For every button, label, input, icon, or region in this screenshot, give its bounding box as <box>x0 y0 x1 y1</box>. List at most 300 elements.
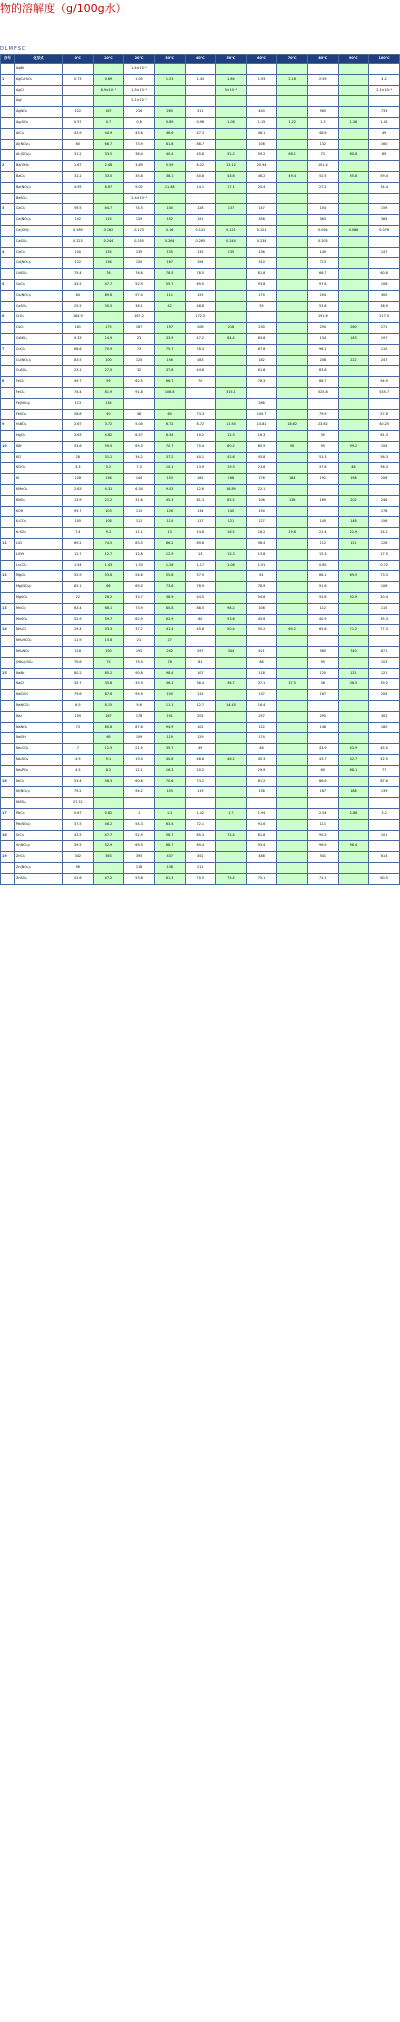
solubility-cell: 9.6 <box>124 701 155 712</box>
solubility-cell <box>369 161 400 172</box>
solubility-cell: 43.9 <box>338 744 369 755</box>
solubility-cell: 83.8 <box>246 333 277 344</box>
solubility-cell <box>277 409 308 420</box>
solubility-cell: 100 <box>93 355 124 366</box>
table-row <box>1 701 400 712</box>
formula-cell: Ca(OH)₂ <box>15 225 63 236</box>
table-row <box>1 193 400 204</box>
solubility-cell <box>369 236 400 247</box>
solubility-cell: 11.1 <box>124 528 155 539</box>
solubility-cell <box>216 64 247 75</box>
solubility-cell: 76 <box>93 269 124 280</box>
solubility-cell: 68.1 <box>338 765 369 776</box>
formula-cell: KClO₃ <box>15 463 63 474</box>
solubility-cell: 55.8 <box>308 593 339 604</box>
solubility-cell: 66 <box>93 582 124 593</box>
solubility-cell <box>338 409 369 420</box>
solubility-cell: 13.12 <box>216 161 247 172</box>
solubility-cell: 50.4 <box>369 593 400 604</box>
solubility-cell: 98.2 <box>216 603 247 614</box>
solubility-cell: 46.2 <box>246 171 277 182</box>
solubility-cell <box>277 258 308 269</box>
formula-cell: FeSO₄ <box>15 409 63 420</box>
table-row <box>1 539 400 550</box>
solubility-cell: 10.1 <box>154 463 185 474</box>
solubility-cell: 33.5 <box>93 171 124 182</box>
solubility-cell: 4.5 <box>63 765 94 776</box>
solubility-cell: 55.2 <box>246 625 277 636</box>
row-index-cell: 13 <box>1 603 15 614</box>
table-row <box>1 873 400 884</box>
formula-cell: MnCl₂ <box>15 603 63 614</box>
table-row <box>1 355 400 366</box>
row-index-cell <box>1 787 15 798</box>
solubility-cell: 87.6 <box>369 776 400 787</box>
solubility-cell <box>154 96 185 107</box>
row-index-cell <box>1 744 15 755</box>
solubility-cell: 204 <box>308 290 339 301</box>
solubility-cell: 344 <box>216 647 247 658</box>
table-row <box>1 841 400 852</box>
table-row <box>1 85 400 96</box>
solubility-cell: 16.3 <box>154 765 185 776</box>
solubility-cell: 134 <box>308 333 339 344</box>
solubility-cell <box>338 215 369 226</box>
solubility-cell: 167 <box>93 107 124 118</box>
solubility-cell: 81.9 <box>93 387 124 398</box>
solubility-cell: 105 <box>154 787 185 798</box>
solubility-cell: 23 <box>124 333 155 344</box>
row-index-cell <box>1 258 15 269</box>
solubility-cell: 295 <box>308 711 339 722</box>
solubility-cell <box>277 107 308 118</box>
solubility-cell <box>216 258 247 269</box>
solubility-cell: 160 <box>369 139 400 150</box>
solubility-cell: 174 <box>246 733 277 744</box>
solubility-cell: 154 <box>246 506 277 517</box>
solubility-cell <box>338 377 369 388</box>
solubility-cell <box>246 193 277 204</box>
table-row <box>1 441 400 452</box>
row-index-cell <box>1 755 15 766</box>
column-header: 10℃ <box>93 55 124 64</box>
solubility-cell: 204 <box>369 690 400 701</box>
solubility-cell: 364 <box>369 215 400 226</box>
solubility-cell <box>93 96 124 107</box>
solubility-cell: 163 <box>338 333 369 344</box>
solubility-cell: 7.3 <box>124 463 155 474</box>
row-index-cell <box>1 549 15 560</box>
solubility-cell: 31.2 <box>63 171 94 182</box>
solubility-cell: 740 <box>338 647 369 658</box>
formula-cell: KMnO₄ <box>15 485 63 496</box>
row-index-cell: 6 <box>1 312 15 323</box>
solubility-cell <box>246 85 277 96</box>
solubility-cell: 9.3 <box>93 528 124 539</box>
row-index-cell <box>1 528 15 539</box>
solubility-cell: 88.7 <box>185 139 216 150</box>
solubility-cell: 52.5 <box>308 171 339 182</box>
solubility-cell <box>308 798 339 809</box>
solubility-cell: 52.9 <box>93 841 124 852</box>
solubility-cell <box>277 301 308 312</box>
solubility-cell <box>338 182 369 193</box>
solubility-cell: 10.2 <box>185 431 216 442</box>
solubility-cell: 56.3 <box>369 452 400 463</box>
solubility-cell: 0.234 <box>246 236 277 247</box>
solubility-cell <box>277 539 308 550</box>
solubility-cell: 65.3 <box>124 441 155 452</box>
solubility-cell: 61.3 <box>185 495 216 506</box>
solubility-cell: 9.02 <box>124 182 155 193</box>
solubility-cell: 119 <box>185 787 216 798</box>
solubility-cell: 12.7 <box>63 549 94 560</box>
solubility-cell: 48.8 <box>185 301 216 312</box>
solubility-cell: 120 <box>308 668 339 679</box>
solubility-cell: 68.6 <box>63 344 94 355</box>
solubility-cell: 60 <box>63 139 94 150</box>
solubility-cell: 13 <box>154 528 185 539</box>
solubility-cell: 80.2 <box>216 441 247 452</box>
solubility-cell: 99.2 <box>338 441 369 452</box>
solubility-cell <box>277 711 308 722</box>
solubility-cell: 0.264 <box>154 236 185 247</box>
formula-cell: Co(NO₃)₂ <box>15 290 63 301</box>
solubility-cell: 5.04 <box>124 420 155 431</box>
solubility-cell: 45.6 <box>246 614 277 625</box>
solubility-cell <box>308 862 339 873</box>
solubility-cell: 137 <box>216 204 247 215</box>
column-header: 70℃ <box>277 55 308 64</box>
solubility-cell: 21.5 <box>124 744 155 755</box>
solubility-cell <box>338 85 369 96</box>
solubility-cell <box>185 96 216 107</box>
table-row <box>1 431 400 442</box>
solubility-cell: 115 <box>369 603 400 614</box>
solubility-cell: 6.57 <box>124 431 155 442</box>
solubility-cell: 71.2 <box>338 625 369 636</box>
formula-cell: NaClO₃ <box>15 690 63 701</box>
solubility-cell <box>308 636 339 647</box>
solubility-cell: 0.244 <box>216 236 247 247</box>
solubility-cell: 12.5 <box>93 744 124 755</box>
solubility-cell <box>369 485 400 496</box>
solubility-cell: 136 <box>93 258 124 269</box>
solubility-cell: 12.6 <box>185 485 216 496</box>
solubility-cell: 184 <box>277 474 308 485</box>
row-index-cell <box>1 387 15 398</box>
solubility-cell: 147 <box>369 247 400 258</box>
formula-cell: Ag₂SO₄ <box>15 117 63 128</box>
solubility-cell <box>63 64 94 75</box>
solubility-cell: 70.6 <box>63 657 94 668</box>
solubility-cell: 36.7 <box>216 679 247 690</box>
solubility-cell: 541 <box>308 852 339 863</box>
solubility-cell: 73.3 <box>185 409 216 420</box>
solubility-cell: 78.3 <box>185 344 216 355</box>
solubility-cell <box>308 733 339 744</box>
row-index-cell <box>1 560 15 571</box>
solubility-cell <box>277 204 308 215</box>
solubility-cell: 23.62 <box>308 420 339 431</box>
solubility-cell <box>277 517 308 528</box>
solubility-cell <box>93 312 124 323</box>
solubility-cell: 1.67 <box>63 161 94 172</box>
solubility-cell: 40.9 <box>308 614 339 625</box>
solubility-cell: 83.5 <box>124 539 155 550</box>
solubility-cell <box>246 312 277 323</box>
solubility-cell: 265 <box>154 107 185 118</box>
solubility-cell: 28.8 <box>63 409 94 420</box>
solubility-cell: 61 <box>246 571 277 582</box>
solubility-cell <box>277 701 308 712</box>
solubility-cell: 80.8 <box>93 722 124 733</box>
row-index-cell <box>1 841 15 852</box>
solubility-cell: 53.4 <box>63 776 94 787</box>
row-index-cell <box>1 517 15 528</box>
table-row <box>1 107 400 118</box>
row-index-cell <box>1 64 15 75</box>
solubility-cell: 75.7 <box>154 344 185 355</box>
solubility-cell <box>185 398 216 409</box>
solubility-cell: 358 <box>246 215 277 226</box>
solubility-cell <box>338 690 369 701</box>
solubility-cell: 125 <box>124 355 155 366</box>
solubility-cell: 28 <box>63 452 94 463</box>
row-index-cell <box>1 690 15 701</box>
solubility-cell: 125 <box>185 290 216 301</box>
solubility-cell <box>216 107 247 118</box>
solubility-cell <box>277 279 308 290</box>
solubility-cell: 81 <box>185 657 216 668</box>
solubility-cell: 6.34 <box>124 485 155 496</box>
solubility-cell: 12.3 <box>216 431 247 442</box>
table-row <box>1 625 400 636</box>
solubility-cell <box>338 279 369 290</box>
solubility-cell: 52.9 <box>124 830 155 841</box>
formula-cell: CoSO₄ <box>15 301 63 312</box>
table-row <box>1 463 400 474</box>
solubility-cell <box>277 744 308 755</box>
formula-cell: Na₂SO₄ <box>15 755 63 766</box>
solubility-cell: 13.9 <box>63 495 94 506</box>
solubility-cell: 129 <box>124 215 155 226</box>
solubility-cell <box>277 755 308 766</box>
solubility-cell <box>277 668 308 679</box>
formula-cell: FeCl₃ <box>15 387 63 398</box>
solubility-cell: 2.18 <box>277 74 308 85</box>
solubility-cell: 45.3 <box>154 495 185 506</box>
row-index-cell <box>1 722 15 733</box>
solubility-cell: 311 <box>185 107 216 118</box>
solubility-cell <box>277 657 308 668</box>
solubility-cell: 4.82 <box>93 431 124 442</box>
solubility-cell: 94.9 <box>154 722 185 733</box>
solubility-cell: 8.72 <box>185 420 216 431</box>
toolbar-label: DLMFSC <box>0 46 27 52</box>
solubility-cell: 6.72 <box>154 420 185 431</box>
solubility-cell: 58.7 <box>154 830 185 841</box>
column-header: 化学式 <box>15 55 63 64</box>
solubility-cell: 135 <box>124 247 155 258</box>
formula-cell: CaSO₄ <box>15 236 63 247</box>
row-index-cell: 17 <box>1 808 15 819</box>
solubility-cell: 66.7 <box>93 139 124 150</box>
solubility-cell: 66.7 <box>154 377 185 388</box>
table-row <box>1 744 400 755</box>
solubility-cell <box>338 193 369 204</box>
solubility-cell: 95.9 <box>124 690 155 701</box>
solubility-cell: 59.5 <box>63 204 94 215</box>
solubility-cell <box>338 74 369 85</box>
solubility-cell: 61.3 <box>369 431 400 442</box>
solubility-cell: 246 <box>369 495 400 506</box>
solubility-cell: 47.2 <box>185 333 216 344</box>
table-row <box>1 808 400 819</box>
row-index-cell: 5 <box>1 279 15 290</box>
solubility-cell: 38 <box>308 679 339 690</box>
solubility-cell: 0.7 <box>93 117 124 128</box>
solubility-cell: 11.1 <box>154 701 185 712</box>
solubility-cell <box>63 733 94 744</box>
solubility-cell <box>185 798 216 809</box>
formula-cell: CdSO₄ <box>15 269 63 280</box>
solubility-cell <box>216 539 247 550</box>
solubility-cell: 62.9 <box>124 614 155 625</box>
solubility-cell <box>216 668 247 679</box>
solubility-cell: 70 <box>185 377 216 388</box>
solubility-cell: 20.2 <box>185 765 216 776</box>
solubility-cell <box>369 258 400 269</box>
solubility-cell: 2.1×10⁻⁷ <box>124 96 155 107</box>
solubility-cell: 1.08 <box>216 560 247 571</box>
solubility-cell <box>338 776 369 787</box>
row-index-cell: 11 <box>1 539 15 550</box>
solubility-cell: 27 <box>154 636 185 647</box>
solubility-cell <box>277 161 308 172</box>
column-header: 0℃ <box>63 55 94 64</box>
solubility-cell: 22.9 <box>338 528 369 539</box>
solubility-cell: 297 <box>185 647 216 658</box>
solubility-cell <box>216 128 247 139</box>
table-row <box>1 377 400 388</box>
solubility-cell: 13.8 <box>246 549 277 560</box>
solubility-cell <box>338 420 369 431</box>
solubility-cell: 79.2 <box>63 787 94 798</box>
solubility-cell <box>338 301 369 312</box>
solubility-cell: 12.7 <box>93 549 124 560</box>
solubility-cell <box>216 819 247 830</box>
solubility-cell <box>277 873 308 884</box>
formula-cell: Ca(NO₃)₂ <box>15 215 63 226</box>
solubility-cell: 127 <box>246 517 277 528</box>
solubility-cell: 192 <box>124 647 155 658</box>
solubility-cell: 105 <box>154 690 185 701</box>
solubility-cell: 35.7 <box>63 679 94 690</box>
formula-cell: H₃BO₃ <box>15 420 63 431</box>
solubility-cell <box>338 452 369 463</box>
solubility-cell <box>216 279 247 290</box>
solubility-cell: 78.9 <box>246 582 277 593</box>
solubility-cell <box>277 312 308 323</box>
solubility-cell <box>216 787 247 798</box>
solubility-cell <box>277 64 308 75</box>
solubility-cell: 1.2 <box>154 808 185 819</box>
solubility-cell <box>216 798 247 809</box>
table-row <box>1 301 400 312</box>
row-index-cell <box>1 463 15 474</box>
row-index-cell: 4 <box>1 247 15 258</box>
solubility-cell: 91.8 <box>124 387 155 398</box>
row-index-cell: 3 <box>1 204 15 215</box>
solubility-cell: 137 <box>246 690 277 701</box>
formula-cell: PbCl₂ <box>15 808 63 819</box>
solubility-cell: 90.5 <box>308 830 339 841</box>
solubility-cell: 0.205 <box>308 236 339 247</box>
solubility-cell: 16.5 <box>216 528 247 539</box>
formula-cell: LiOH <box>15 549 63 560</box>
solubility-cell: 52.2 <box>216 150 247 161</box>
solubility-cell: 144 <box>124 474 155 485</box>
column-header: 20℃ <box>124 55 155 64</box>
row-index-cell <box>1 701 15 712</box>
solubility-cell <box>277 215 308 226</box>
solubility-cell: 230 <box>246 323 277 334</box>
solubility-cell <box>338 312 369 323</box>
solubility-cell: 222 <box>338 355 369 366</box>
solubility-cell: 16.4 <box>246 701 277 712</box>
solubility-cell: 112 <box>308 603 339 614</box>
row-index-cell: 12 <box>1 571 15 582</box>
solubility-cell: 73.3 <box>369 571 400 582</box>
solubility-cell <box>277 787 308 798</box>
solubility-cell: 53.6 <box>216 614 247 625</box>
solubility-cell <box>216 636 247 647</box>
row-index-cell: 14 <box>1 625 15 636</box>
solubility-cell: 0.82 <box>93 808 124 819</box>
solubility-cell: 106 <box>369 582 400 593</box>
solubility-cell: 13.3 <box>216 549 247 560</box>
formula-cell: NiCl₂ <box>15 776 63 787</box>
solubility-cell: 46 <box>338 463 369 474</box>
solubility-cell: 302 <box>369 711 400 722</box>
column-header: 50℃ <box>216 55 247 64</box>
solubility-cell: 27.2 <box>308 182 339 193</box>
row-index-cell: 2 <box>1 161 15 172</box>
solubility-cell: 87.6 <box>93 690 124 701</box>
solubility-cell: 0.076 <box>369 225 400 236</box>
solubility-cell: 89.8 <box>185 539 216 550</box>
table-row <box>1 690 400 701</box>
solubility-cell: 138 <box>277 495 308 506</box>
solubility-cell: 75.4 <box>63 269 94 280</box>
solubility-cell <box>338 862 369 873</box>
row-index-cell <box>1 398 15 409</box>
solubility-cell: 95.7 <box>63 506 94 517</box>
solubility-cell: 45.8 <box>124 128 155 139</box>
solubility-cell: 206 <box>369 474 400 485</box>
solubility-cell: 32 <box>124 366 155 377</box>
solubility-cell: 66.1 <box>277 150 308 161</box>
solubility-cell: 43.9 <box>308 744 339 755</box>
solubility-cell: 194 <box>185 258 216 269</box>
solubility-cell: 48.6 <box>308 128 339 139</box>
formula-cell: CsNO₃ <box>15 333 63 344</box>
table-row <box>1 571 400 582</box>
solubility-cell: 74.4 <box>63 387 94 398</box>
solubility-cell: 1.08 <box>216 117 247 128</box>
solubility-cell: 46 <box>246 744 277 755</box>
